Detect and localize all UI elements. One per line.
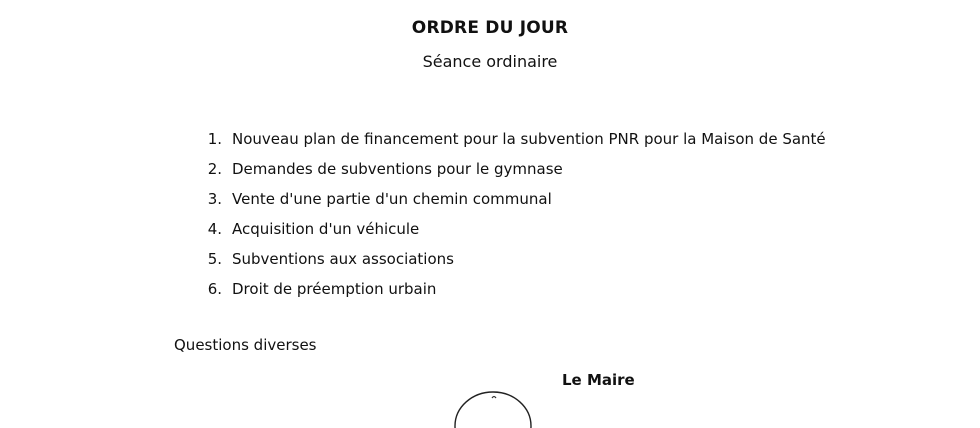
item-text: Droit de préemption urbain [232, 280, 437, 298]
official-stamp [452, 388, 534, 428]
signer-title: Le Maire [562, 371, 635, 389]
item-number: 6. [207, 280, 222, 298]
item-number: 4. [207, 220, 222, 238]
item-text: Acquisition d'un véhicule [232, 220, 420, 238]
page-title: ORDRE DU JOUR [411, 18, 569, 38]
item-text: Demandes de subventions pour le gymnase [232, 160, 563, 178]
item-number: 3. [207, 190, 222, 208]
item-text: Vente d'une partie d'un chemin communal [232, 190, 552, 208]
item-text: Nouveau plan de financement pour la subvention PNR pour la Maison de Santé [232, 130, 826, 148]
item-number: 5. [207, 250, 222, 268]
misc-heading: Questions diverses [174, 336, 317, 354]
page-subtitle: Séance ordinaire [422, 52, 558, 71]
list-item [196, 124, 826, 154]
list-item [196, 154, 826, 184]
agenda-list [196, 124, 826, 304]
item-number: 1. [207, 130, 222, 148]
list-item [196, 244, 826, 274]
list-item [196, 214, 826, 244]
item-number: 2. [207, 160, 222, 178]
list-item [196, 274, 826, 304]
item-text: Subventions aux associations [232, 250, 454, 268]
list-item [196, 184, 826, 214]
